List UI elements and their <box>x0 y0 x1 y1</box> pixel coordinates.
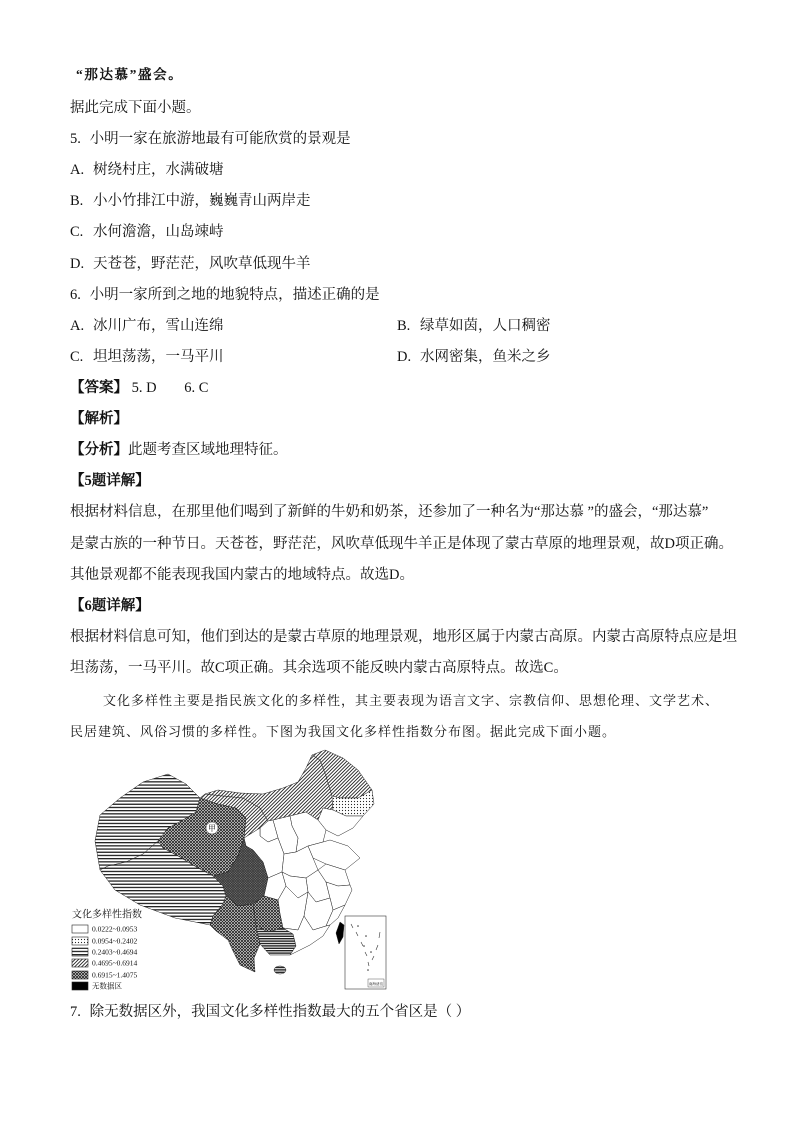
option-5b <box>70 190 311 212</box>
cultural-diversity-map <box>68 746 394 992</box>
detail-6-line: 根据材料信息可知，他们到达的是蒙古草原的地理景观，地形区属于内蒙古高原。内蒙古高原特点应是坦 <box>70 629 737 645</box>
legend-swatch <box>72 959 88 967</box>
question-stem: 除无数据区外，我国文化多样性指数最大的五个省区是（ ） <box>89 1004 471 1020</box>
map-region-no-data <box>336 922 344 944</box>
material-line: 文化多样性主要是指民族文化的多样性，其主要表现为语言文字、宗教信仰、思想伦理、文学艺术、 <box>103 693 720 708</box>
map-inset-island <box>367 969 369 971</box>
option-text: 天苍苍，野茫茫，风吹草低现牛羊 <box>93 256 311 272</box>
question-number: 6. <box>70 287 81 303</box>
map-region-island-south <box>274 966 286 974</box>
option-label: A. <box>70 318 85 334</box>
legend-swatch <box>72 948 88 956</box>
option-text: 小小竹排江中游，巍巍青山两岸走 <box>93 193 311 209</box>
map-inset-island <box>370 951 372 953</box>
summary-label: 【分析】 <box>70 442 128 458</box>
option-5c <box>70 221 224 243</box>
answer-label: 【答案】 <box>70 380 128 396</box>
answer-line <box>70 377 208 399</box>
summary-line <box>70 439 288 461</box>
option-label: C. <box>70 224 84 240</box>
detail-5-line: 其他景观都不能表现我国内蒙古的地域特点。故选D。 <box>70 567 414 583</box>
option-label: C. <box>70 349 84 365</box>
question-number: 7. <box>70 1004 81 1020</box>
question-stem: 小明一家所到之地的地貌特点，描述正确的是 <box>89 287 380 303</box>
legend-title: 文化多样性指数 <box>72 909 142 921</box>
question-6 <box>70 284 380 306</box>
detail-5-label: 【5题详解】 <box>70 473 150 489</box>
option-text: 水何澹澹，山岛竦峙 <box>93 224 224 240</box>
legend-label: 0.4695~0.6914 <box>92 958 138 968</box>
legend-swatch <box>72 925 88 933</box>
option-6c <box>70 346 224 368</box>
detail-6-label: 【6题详解】 <box>70 598 150 614</box>
option-text: 绿草如茵，人口稠密 <box>420 318 551 334</box>
option-5a <box>70 159 224 181</box>
legend-label: 0.0222~0.0953 <box>92 924 138 934</box>
option-text: 冰川广布，雪山连绵 <box>93 318 224 334</box>
option-label: A. <box>70 162 85 178</box>
map-inset-label: 南海诸岛 <box>368 982 384 986</box>
legend-swatch <box>72 971 88 979</box>
option-6a <box>70 315 224 337</box>
map-marker: 甲 <box>208 824 216 833</box>
summary-text: 此题考查区域地理特征。 <box>128 442 288 458</box>
detail-5-line: 是蒙古族的一种节日。天苍苍，野茫茫，风吹草低现牛羊正是体现了蒙古草原的地理景观，故D项正确。 <box>70 536 733 552</box>
question-stem: 小明一家在旅游地最有可能欣赏的景观是 <box>89 131 351 147</box>
question-number: 5. <box>70 131 81 147</box>
option-6b <box>397 315 551 337</box>
option-text: 树绕村庄，水满破塘 <box>93 162 224 178</box>
answer-item: 5. D <box>131 380 157 396</box>
question-7 <box>70 1001 470 1023</box>
analysis-label: 【解析】 <box>70 411 128 427</box>
legend-swatch <box>72 982 88 990</box>
map-inset-island <box>363 945 365 947</box>
option-label: B. <box>70 193 84 209</box>
legend-swatch <box>72 937 88 945</box>
option-text: 水网密集，鱼米之乡 <box>420 349 551 365</box>
legend-label: 0.0954~0.2402 <box>92 936 138 946</box>
legend-label: 0.2403~0.4694 <box>92 947 138 957</box>
detail-5-line: 根据材料信息，在那里他们喝到了新鲜的牛奶和奶茶，还参加了一种名为“那达慕 ”的盛会，“那达慕” <box>70 504 709 520</box>
question-5 <box>70 128 351 150</box>
detail-6-line: 坦荡荡，一马平川。故C项正确。其余选项不能反映内蒙古高原特点。故选C。 <box>70 660 568 676</box>
option-label: D. <box>397 349 412 365</box>
instruction: 据此完成下面小题。 <box>70 100 201 116</box>
map-inset-island <box>357 925 359 927</box>
map-inset-island <box>365 935 367 937</box>
option-text: 坦坦荡荡，一马平川 <box>93 349 224 365</box>
option-6d <box>397 346 551 368</box>
material-line: 民居建筑、风俗习惯的多样性。下图为我国文化多样性指数分布图。据此完成下面小题。 <box>70 724 617 739</box>
answer-item: 6. C <box>184 380 209 396</box>
option-label: D. <box>70 256 85 272</box>
option-5d <box>70 253 311 275</box>
legend-label: 无数据区 <box>92 981 122 991</box>
material-tail: “那达慕”盛会。 <box>76 67 184 82</box>
option-label: B. <box>397 318 411 334</box>
legend-label: 0.6915~1.4075 <box>92 970 138 980</box>
